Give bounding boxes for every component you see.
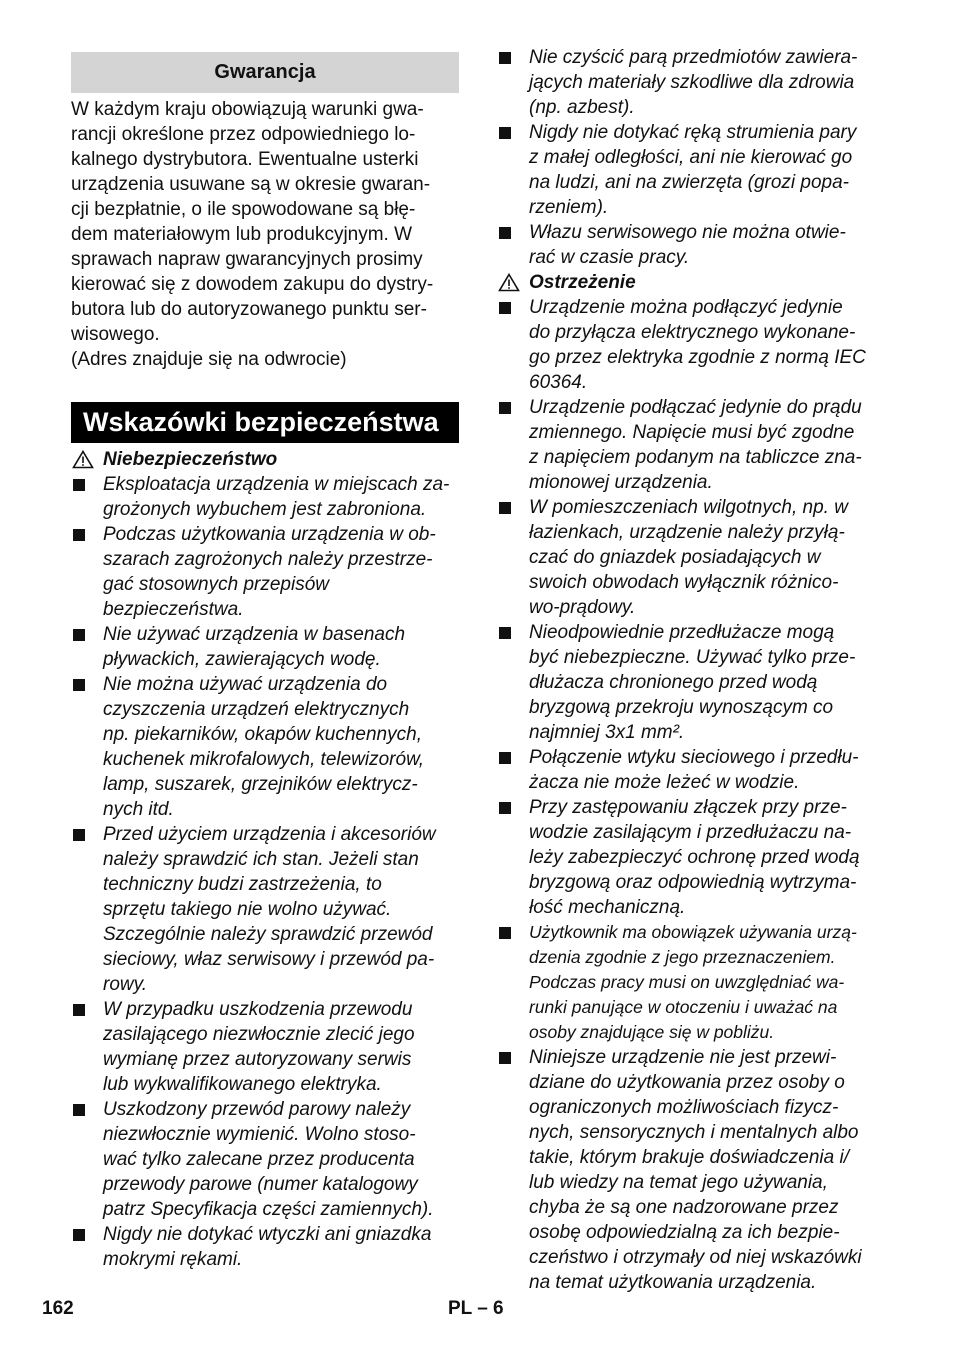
guarantee-text: W każdym kraju obowiązują warunki gwa- rancji określone przez odpowiedniego lo- kalnego dystrybutora. Ewentualne usterki urządzenia usuwane są w okresie gwaran- cji bezpłatnie, o ile spowodowane są błę- dem materiałowym lub produkcyjnym. W sprawach napraw gwarancyjnych prosimy kierować się z dowodem zakupu do dystry- butora lub do autoryzowanego punktu ser- wisowego. — [71, 99, 434, 345]
list-item: Nie używać urządzenia w basenach pływackich, zawierających wodę. — [71, 622, 459, 672]
bullet-square-icon — [499, 752, 511, 764]
danger-label-text: Niebezpieczeństwo — [103, 449, 278, 470]
warning-triangle-icon — [498, 273, 520, 292]
page-code: PL – 6 — [448, 1298, 504, 1319]
safety-heading: Wskazówki bezpieczeństwa — [71, 402, 459, 443]
list-item: Włazu serwisowego nie można otwie- rać w czasie pracy. — [497, 220, 887, 270]
page-number: 162 — [42, 1298, 74, 1319]
bullet-square-icon — [73, 529, 85, 541]
left-column — [71, 52, 459, 1272]
bullet-square-icon — [499, 127, 511, 139]
bullet-square-icon — [73, 629, 85, 641]
bullet-square-icon — [499, 227, 511, 239]
list-item: Podczas użytkowania urządzenia w ob- szarach zagrożonych należy przestrze- gać stosownych przepisów bezpieczeństwa. — [71, 522, 459, 622]
warning-list — [497, 295, 887, 1295]
danger-list-continued — [497, 45, 887, 270]
bullet-square-icon — [499, 52, 511, 64]
list-item: Eksploatacja urządzenia w miejscach za- grożonych wybuchem jest zabroniona. — [71, 472, 459, 522]
right-column — [497, 45, 887, 1295]
guarantee-title: Gwarancja — [71, 52, 459, 93]
bullet-square-icon — [499, 927, 511, 939]
bullet-square-icon — [499, 627, 511, 639]
list-item: Nieodpowiednie przedłużacze mogą być niebezpieczne. Używać tylko prze- dłużacza chronionego przed wodą bryzgową przekroju wynoszącym co najmniej 3x1 mm². — [497, 620, 887, 745]
warning-label — [497, 270, 887, 295]
list-item: Nigdy nie dotykać wtyczki ani gniazdka mokrymi rękami. — [71, 1222, 459, 1272]
warning-triangle-icon — [72, 450, 94, 469]
list-item: Nie czyścić parą przedmiotów zawiera- jących materiały szkodliwe dla zdrowia (np. azbest). — [497, 45, 887, 120]
list-item: Urządzenie można podłączyć jedynie do przyłącza elektrycznego wykonane- go przez elektryka zgodnie z normą IEC 60364. — [497, 295, 887, 395]
bullet-square-icon — [499, 402, 511, 414]
list-item: Uszkodzony przewód parowy należy niezwłocznie wymienić. Wolno stoso- wać tylko zalecane przez producenta przewody parowe (numer katalogowy patrz Specyfikacja części zamiennych). — [71, 1097, 459, 1222]
bullet-square-icon — [73, 679, 85, 691]
bullet-square-icon — [499, 502, 511, 514]
list-item: Użytkownik ma obowiązek używania urzą- dzenia zgodnie z jego przeznaczeniem. Podczas pracy musi on uwzględniać wa- runki panujące w otoczeniu i uważać na osoby znajdujące się w pobliżu. — [497, 920, 887, 1045]
warning-label-text: Ostrzeżenie — [529, 272, 636, 293]
list-item: W pomieszczeniach wilgotnych, np. w łazienkach, urządzenie należy przyłą- czać do gniazdek posiadających w swoich obwodach wyłącznik różnico- wo-prądowy. — [497, 495, 887, 620]
bullet-square-icon — [73, 1104, 85, 1116]
list-item: W przypadku uszkodzenia przewodu zasilającego niezwłocznie zlecić jego wymianę przez autoryzowany serwis lub wykwalifikowanego elektryka. — [71, 997, 459, 1097]
bullet-square-icon — [73, 479, 85, 491]
list-item: Niniejsze urządzenie nie jest przewi- dziane do użytkowania przez osoby o ograniczonych możliwościach fizycz- nych, sensorycznych i mentalnych albo takie, którym brakuje doświadczenia i/ lub wiedzy na temat jego używania, chyba że są one nadzorowane przez osobę odpowiedzialną za ich bezpie- czeństwo i otrzymały od niej wskazówki na temat użytkowania urządzenia. — [497, 1045, 887, 1295]
bullet-square-icon — [73, 829, 85, 841]
list-item: Nie można używać urządzenia do czyszczenia urządzeń elektrycznych np. piekarników, okapów kuchennych, kuchenek mikrofalowych, telewizorów, lamp, suszarek, grzejników elektrycz- nych itd. — [71, 672, 459, 822]
list-item: Przy zastępowaniu złączek przy prze- wodzie zasilającym i przedłużaczu na- leży zabezpieczyć ochronę przed wodą bryzgową oraz odpowiednią wytrzyma- łość mechaniczną. — [497, 795, 887, 920]
danger-list — [71, 472, 459, 1272]
address-note: (Adres znajduje się na odwrocie) — [71, 349, 347, 370]
bullet-square-icon — [499, 302, 511, 314]
bullet-square-icon — [73, 1004, 85, 1016]
list-item: Urządzenie podłączać jedynie do prądu zmiennego. Napięcie musi być zgodne z napięciem podanym na tabliczce zna- mionowej urządzenia. — [497, 395, 887, 495]
list-item: Połączenie wtyku sieciowego i przedłu- żacza nie może leżeć w wodzie. — [497, 745, 887, 795]
list-item: Przed użyciem urządzenia i akcesoriów należy sprawdzić ich stan. Jeżeli stan techniczny budzi zastrzeżenia, to sprzętu takiego nie wolno używać. Szczególnie należy sprawdzić przewód sieciowy, właz serwisowy i przewód pa- rowy. — [71, 822, 459, 997]
bullet-square-icon — [499, 1052, 511, 1064]
list-item: Nigdy nie dotykać ręką strumienia pary z małej odległości, ani nie kierować go na ludzi, ani na zwierzęta (grozi popa- rzeniem). — [497, 120, 887, 220]
bullet-square-icon — [499, 802, 511, 814]
danger-label — [71, 447, 459, 472]
bullet-square-icon — [73, 1229, 85, 1241]
